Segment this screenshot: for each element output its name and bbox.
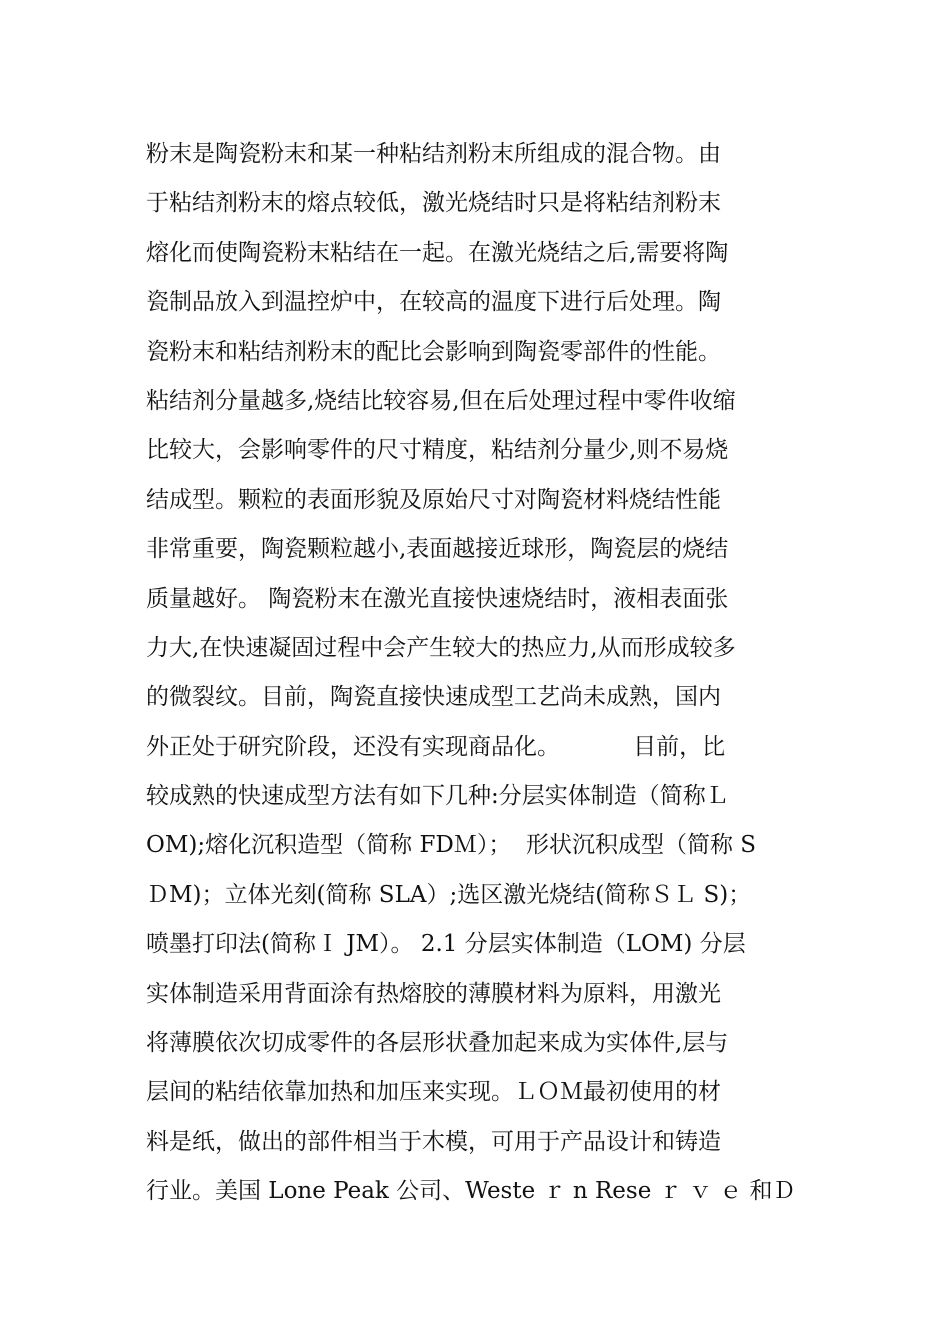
text-line: 瓷粉末和粘结剂粉末的配比会影响到陶瓷零部件的性能。 — [146, 338, 721, 365]
text-line: 较成熟的快速成型方法有如下几种:分层实体制造（简称Ｌ — [146, 783, 729, 810]
text-line: 质量越好。 陶瓷粉末在激光直接快速烧结时，液相表面张 — [146, 585, 729, 612]
text-line: 瓷制品放入到温控炉中，在较高的温度下进行后处理。陶 — [146, 289, 721, 316]
text-line: 粘结剂分量越多,烧结比较容易,但在后处理过程中零件收缩 — [146, 387, 736, 414]
text-line: 外正处于研究阶段，还没有实现商品化。 目前，比 — [146, 733, 726, 760]
text-line: 结成型。颗粒的表面形貌及原始尺寸对陶瓷材料烧结性能 — [146, 486, 721, 513]
text-line: 喷墨打印法(简称Ｉ JM）。 2.1 分层实体制造（LOM) 分层 — [146, 931, 746, 958]
text-line: 粉末是陶瓷粉末和某一种粘结剂粉末所组成的混合物。由 — [146, 141, 721, 167]
body-text — [146, 130, 806, 1217]
text-line: 层间的粘结依靠加热和加压来实现。ＬＯＭ最初使用的材 — [146, 1079, 721, 1106]
text-line: 的微裂纹。目前，陶瓷直接快速成型工艺尚未成熟，国内 — [146, 684, 721, 711]
text-line: 料是纸，做出的部件相当于木模，可用于产品设计和铸造 — [146, 1128, 721, 1155]
text-line: OM);熔化沉积造型（简称 FDＭ）； 形状沉积成型（简称 S — [146, 832, 757, 859]
text-line: ＤM)；立体光刻(简称 SLA）;选区激光烧结(简称ＳＬ S)； — [146, 881, 752, 908]
text-line: 比较大，会影响零件的尺寸精度，粘结剂分量少,则不易烧 — [146, 437, 729, 464]
text-line: 将薄膜依次切成零件的各层形状叠加起来成为实体件,层与 — [146, 1030, 729, 1057]
text-line: 行业。美国 Lone Peak 公司、Weste ｒ n Rese ｒ ｖ ｅ 和Ｄ — [146, 1178, 796, 1205]
text-line: 实体制造采用背面涂有热熔胶的薄膜材料为原料，用激光 — [146, 980, 721, 1007]
text-line: 于粘结剂粉末的熔点较低，激光烧结时只是将粘结剂粉末 — [146, 190, 721, 217]
text-line: 非常重要，陶瓷颗粒越小,表面越接近球形，陶瓷层的烧结 — [146, 536, 729, 563]
text-line: 力大,在快速凝固过程中会产生较大的热应力,从而形成较多 — [146, 634, 736, 661]
text-line: 熔化而使陶瓷粉末粘结在一起。在激光烧结之后,需要将陶 — [146, 239, 729, 266]
